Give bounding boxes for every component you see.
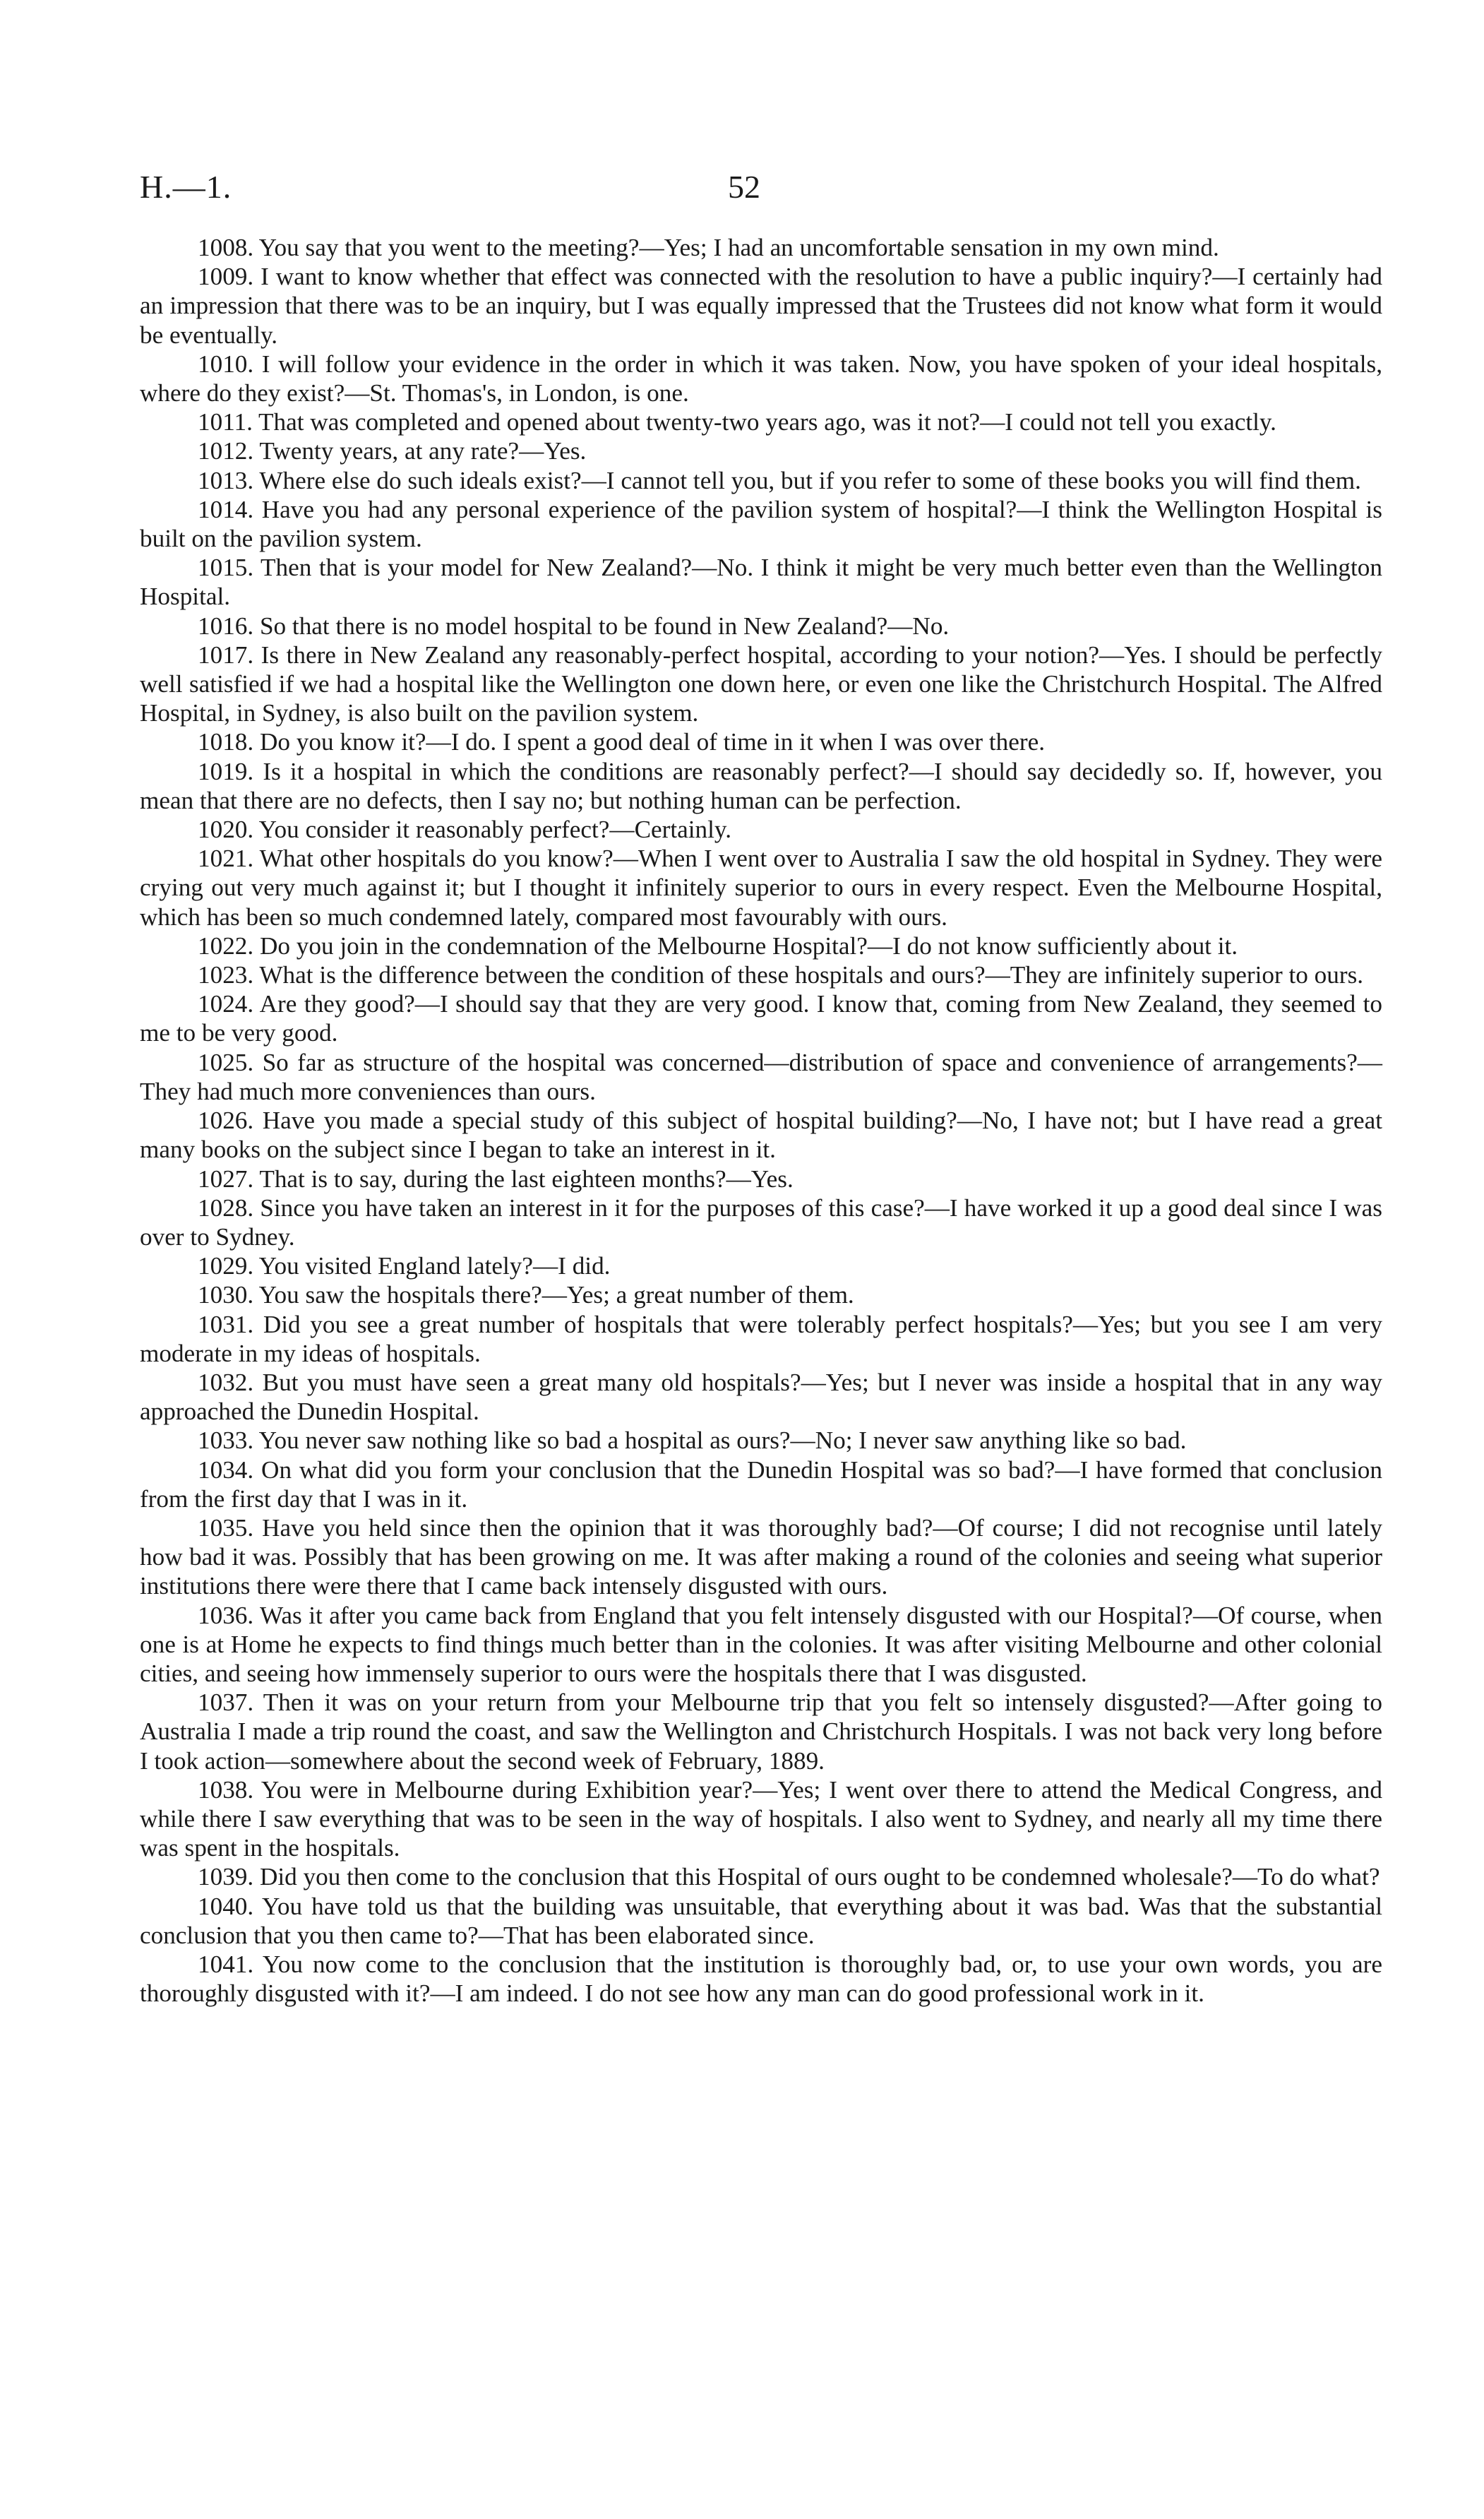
paragraph-1040: 1040. You have told us that the building was unsuitable, that everything about it was bad. Was that the substantial conclusion that you then came to?—That has been elaborated since. [140, 1892, 1382, 1949]
paragraph-1033: 1033. You never saw nothing like so bad a hospital as ours?—No; I never saw anything like so bad. [198, 1427, 1187, 1455]
paragraph-1008: 1008. You say that you went to the meeting?—Yes; I had an uncomfortable sensation in my own mind. [198, 234, 1219, 261]
paragraph-1036: 1036. Was it after you came back from England that you felt intensely disgusted with our Hospital?—Of course, when one is at Home he expects to find things much better than in the colonies. It was after visiting Melbourne and other colonial cities, and seeing how immensely superior to ours were the hospitals there that I was disgusted. [140, 1601, 1382, 1687]
paragraph-1029: 1029. You visited England lately?—I did. [198, 1252, 611, 1280]
paragraph-1039: 1039. Did you then come to the conclusion that this Hospital of ours ought to be condemned wholesale?—To do what? [198, 1863, 1380, 1891]
paragraph-1019: 1019. Is it a hospital in which the conditions are reasonably perfect?—I should say decidedly so. If, however, you mean that there are no defects, then I say no; but nothing human can be perfection. [140, 757, 1382, 814]
paragraph-1011: 1011. That was completed and opened about twenty-two years ago, was it not?—I could not tell you exactly. [198, 408, 1276, 436]
paragraph-1032: 1032. But you must have seen a great many old hospitals?—Yes; but I never was inside a hospital that in any way approached the Dunedin Hospital. [140, 1368, 1382, 1426]
paragraph-1025: 1025. So far as structure of the hospital was concerned—distribution of space and convenience of arrangements?—They had much more conveniences than ours. [140, 1048, 1382, 1105]
paragraph-1027: 1027. That is to say, during the last eighteen months?—Yes. [198, 1165, 794, 1193]
document-reference: H.—1. [140, 169, 232, 205]
paragraph-1022: 1022. Do you join in the condemnation of the Melbourne Hospital?—I do not know sufficiently about it. [198, 931, 1238, 960]
paragraph-1012: 1012. Twenty years, at any rate?—Yes. [198, 437, 587, 465]
paragraph-1035: 1035. Have you held since then the opinion that it was thoroughly bad?—Of course; I did not recognise until lately how bad it was. Possibly that has been growing on me. It was after making a round of the colonies and seeing what superior institutions there were there that I came back intensely disgusted with ours. [140, 1513, 1382, 1600]
paragraph-1015: 1015. Then that is your model for New Zealand?—No. I think it might be very much better even than the Wellington Hospital. [140, 554, 1382, 611]
paragraph-1009: 1009. I want to know whether that effect was connected with the resolution to have a public inquiry?—I certainly had an impression that there was to be an inquiry, but I was equally impressed that the Trustees did not know what form it would be eventually. [140, 263, 1382, 349]
paragraph-1013: 1013. Where else do such ideals exist?—I cannot tell you, but if you refer to some of these books you will find them. [198, 466, 1361, 494]
paragraph-1021: 1021. What other hospitals do you know?—When I went over to Australia I saw the old hospital in Sydney. They were crying out very much against it; but I thought it infinitely superior to ours in every respect. Even the Melbourne Hospital, which has been so much condemned lately, compared most favourably with ours. [140, 845, 1382, 931]
paragraph-1026: 1026. Have you made a special study of this subject of hospital building?—No, I have not; but I have read a great many books on the subject since I began to take an interest in it. [140, 1107, 1382, 1164]
paragraph-1014: 1014. Have you had any personal experience of the pavilion system of hospital?—I think the Wellington Hospital is built on the pavilion system. [140, 495, 1382, 553]
page-header [140, 168, 1382, 210]
page-number: 52 [728, 169, 760, 205]
paragraph-1020: 1020. You consider it reasonably perfect?—Certainly. [198, 816, 732, 844]
paragraph-1010: 1010. I will follow your evidence in the order in which it was taken. Now, you have spoken of your ideal hospitals, where do they exist?—St. Thomas's, in London, is one. [140, 350, 1382, 407]
paragraph-1034: 1034. On what did you form your conclusion that the Dunedin Hospital was so bad?—I have formed that conclusion from the first day that I was in it. [140, 1455, 1382, 1513]
paragraph-1037: 1037. Then it was on your return from your Melbourne trip that you felt so intensely disgusted?—After going to Australia I made a trip round the coast, and saw the Wellington and Christchurch Hospitals. I was not back very long before I took action—somewhere about the second week of February, 1889. [140, 1689, 1382, 1775]
paragraph-1024: 1024. Are they good?—I should say that they are very good. I know that, coming from New Zealand, they seemed to me to be very good. [140, 990, 1382, 1047]
paragraph-1017: 1017. Is there in New Zealand any reasonably-perfect hospital, according to your notion?—Yes. I should be perfectly well satisfied if we had a hospital like the Wellington one down here, or even one like the Christchurch Hospital. The Alfred Hospital, in Sydney, is also built on the pavilion system. [140, 641, 1382, 727]
paragraph-1041: 1041. You now come to the conclusion that the institution is thoroughly bad, or, to use your own words, you are thoroughly disgusted with it?—I am indeed. I do not see how any man can do good professional work in it. [140, 1950, 1382, 2008]
document-body [140, 233, 1382, 2008]
paragraph-1016: 1016. So that there is no model hospital to be found in New Zealand?—No. [198, 612, 950, 640]
paragraph-1031: 1031. Did you see a great number of hospitals that were tolerably perfect hospitals?—Yes; but you see I am very moderate in my ideas of hospitals. [140, 1310, 1382, 1367]
paragraph-1038: 1038. You were in Melbourne during Exhibition year?—Yes; I went over there to attend the Medical Congress, and while there I saw everything that was to be seen in the way of hospitals. I also went to Sydney, and nearly all my time there was spent in the hospitals. [140, 1775, 1382, 1862]
paragraph-1030: 1030. You saw the hospitals there?—Yes; a great number of them. [198, 1281, 854, 1309]
paragraph-1028: 1028. Since you have taken an interest in it for the purposes of this case?—I have worked it up a good deal since I was over to Sydney. [140, 1193, 1382, 1251]
paragraph-1023: 1023. What is the difference between the condition of these hospitals and ours?—They are infinitely superior to ours. [198, 961, 1364, 989]
paragraph-1018: 1018. Do you know it?—I do. I spent a good deal of time in it when I was over there. [198, 728, 1046, 756]
